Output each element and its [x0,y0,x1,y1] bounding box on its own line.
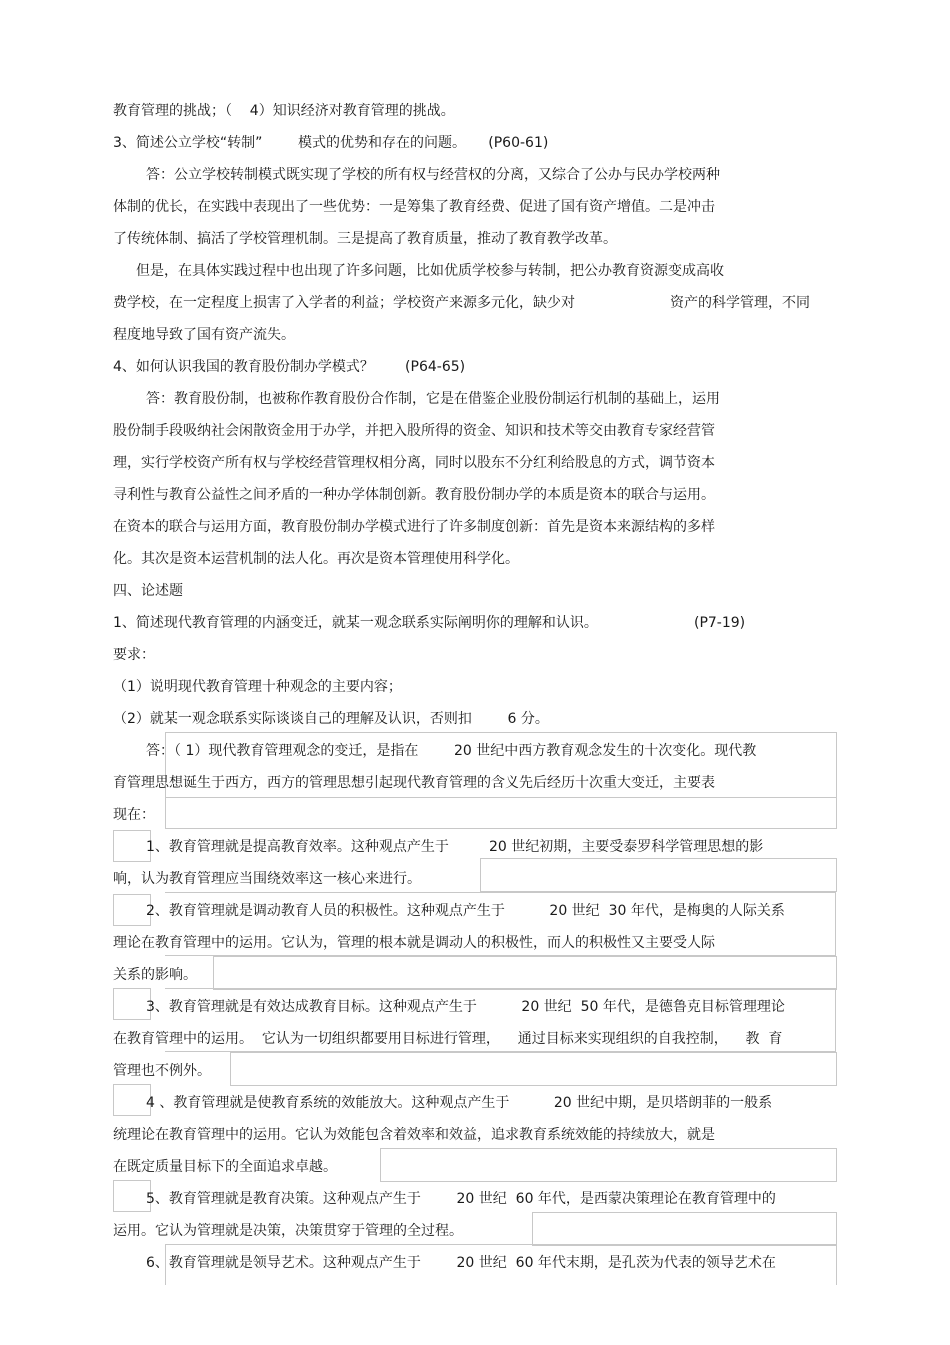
text-line: 理论在教育管理中的运用。它认为，管理的根本就是调动人的积极性，而人的积极性又主要受人际 [113,935,715,951]
page-reference: (P7-19) [694,615,746,631]
text-line: （2）就某一观念联系实际谈谈自己的理解及认识，否则扣 6 分。 [113,711,549,727]
text-line: 了传统体制、搞活了学校管理机制。三是提高了教育质量，推动了教育教学改革。 [113,231,617,247]
text-line: （1）说明现代教育管理十种观念的主要内容； [113,679,402,695]
text-line: 答：教育股份制，也被称作教育股份合作制，它是在借鉴企业股份制运行机制的基础上，运用 [146,391,720,407]
scan-box [480,858,837,892]
question-heading: 4、如何认识我国的教育股份制办学模式？ (P64-65) [113,359,466,375]
question-heading: 3、简述公立学校“转制” 模式的优势和存在的问题。 (P60-61) [113,135,549,151]
scan-box [165,796,837,829]
scan-box [230,1052,837,1086]
text-line: 统理论在教育管理中的运用。它认为效能包含着效率和效益，追求教育系统效能的持续放大，就是 [113,1127,715,1143]
text-line: 但是，在具体实践过程中也出现了许多问题，比如优质学校参与转制，把公办教育资源变成高收 [136,263,724,279]
text-line: 答：公立学校转制模式既实现了学校的所有权与经营权的分离，又综合了公办与民办学校两种 [146,167,720,183]
text-line: 在资本的联合与运用方面，教育股份制办学模式进行了许多制度创新：首先是资本来源结构的多样 [113,519,715,535]
text-line: 育管理思想诞生于西方，西方的管理思想引起现代教育管理的含义先后经历十次重大变迁，主要表 [113,775,715,791]
section-heading: 四、论述题 [113,583,183,599]
text-line: 运用。它认为管理就是决策，决策贯穿于管理的全过程。 [113,1223,463,1239]
text-line: 股份制手段吸纳社会闲散资金用于办学，并把入股所得的资金、知识和技术等交由教育专家经营管 [113,423,715,439]
text-line: 教育管理的挑战；（ 4）知识经济对教育管理的挑战。 [113,103,455,119]
text-line: 5、教育管理就是教育决策。这种观点产生于 20 世纪 60 年代，是西蒙决策理论在教育管理中的 [146,1191,776,1207]
text-line: 费学校，在一定程度上损害了入学者的利益；学校资产来源多元化，缺少对 [113,295,575,311]
text-line: 在教育管理中的运用。 它认为一切组织都要用目标进行管理， 通过目标来实现组织的自我控制， 教 育 [113,1031,783,1047]
scan-box [532,1212,837,1246]
text-line: 要求： [113,647,155,663]
text-line: 现在： [113,807,155,823]
text-line: 6、教育管理就是领导艺术。这种观点产生于 20 世纪 60 年代末期，是孔茨为代表的领导艺术在 [146,1255,776,1271]
text-line: 体制的优长，在实践中表现出了一些优势：一是筹集了教育经费、促进了国有资产增值。二是冲击 [113,199,715,215]
text-line: 1、教育管理就是提高教育效率。这种观点产生于 20 世纪初期，主要受泰罗科学管理思想的影 [146,839,764,855]
text-line: 关系的影响。 [113,967,197,983]
question-heading: 1、简述现代教育管理的内涵变迁，就某一观念联系实际阐明你的理解和认识。 [113,615,598,631]
text-line: 2、教育管理就是调动教育人员的积极性。这种观点产生于 20 世纪 30 年代，是梅奥的人际关系 [146,903,785,919]
text-line: 资产的科学管理，不同 [670,295,810,311]
text-line: 在既定质量目标下的全面追求卓越。 [113,1159,337,1175]
text-line: 管理也不例外。 [113,1063,211,1079]
text-line: 寻利性与教育公益性之间矛盾的一种办学体制创新。教育股份制办学的本质是资本的联合与运用。 [113,487,715,503]
text-line: 化。其次是资本运营机制的法人化。再次是资本管理使用科学化。 [113,551,519,567]
scan-box [213,956,837,990]
text-line: 程度地导致了国有资产流失。 [113,327,295,343]
text-line: 答：（ 1）现代教育管理观念的变迁，是指在 20 世纪中西方教育观念发生的十次变化。现代教 [146,743,757,759]
text-line: 4 、教育管理就是使教育系统的效能放大。这种观点产生于 20 世纪中期，是贝塔朗菲的一般系 [146,1095,773,1111]
text-line: 理，实行学校资产所有权与学校经营管理权相分离，同时以股东不分红利给股息的方式，调节资本 [113,455,715,471]
text-line: 响，认为教育管理应当围绕效率这一核心来进行。 [113,871,421,887]
text-line: 3、教育管理就是有效达成教育目标。这种观点产生于 20 世纪 50 年代，是德鲁克目标管理理论 [146,999,785,1015]
scan-box [380,1148,837,1182]
